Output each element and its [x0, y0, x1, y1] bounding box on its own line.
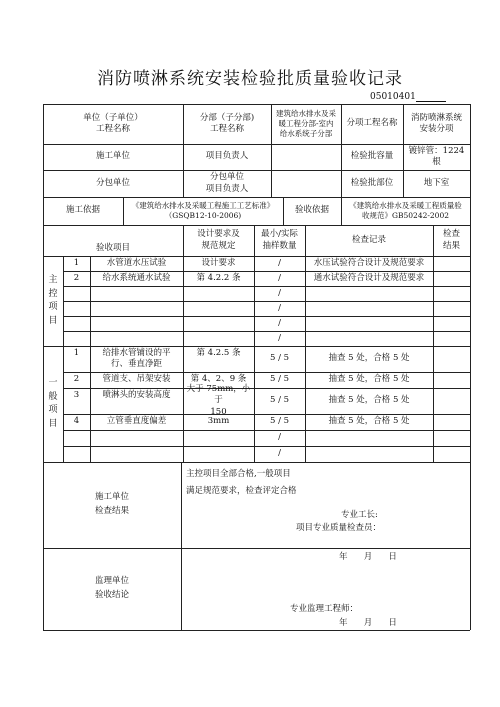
subdivision-value: 建筑给水排水及采 暖工程分部-室内 给水系统子分部: [276, 109, 336, 138]
row-number: 1: [73, 348, 80, 358]
row-requirement: 第 4.2.2 条: [196, 272, 241, 283]
construction-unit-label: 施工单位: [95, 151, 130, 162]
row-item-name: 水管道水压试验: [106, 257, 167, 268]
row-requirement: 3mm: [207, 416, 230, 427]
subcontract-unit-label: 分包单位: [95, 177, 130, 188]
row-sample: /: [278, 332, 281, 343]
document-code: [370, 92, 446, 102]
unit-project-label: 单位（子单位） 工程名称: [83, 112, 143, 134]
row-sample: /: [278, 272, 281, 283]
supervision-date: 年 月 日: [339, 618, 397, 628]
document-code-underline: [416, 92, 446, 102]
row-sample: 5 / 5: [269, 416, 290, 427]
row-sample: /: [278, 257, 281, 268]
general-group-label: 一 般 项 目: [48, 378, 58, 429]
row-sample: 5 / 5: [269, 395, 290, 406]
row-item-name: 给排水管铺设的平 行、垂直净距: [102, 347, 171, 369]
construction-basis-value: 《建筑给水排水及采暖工程施工工艺标准》 （GSQB12-10-2006): [131, 201, 275, 220]
column-requirement: 设计要求及 规范规定: [197, 229, 240, 251]
row-number: 1: [73, 257, 80, 268]
quality-inspector-label: 项目专业质量检查员：: [296, 523, 382, 533]
row-sample: /: [278, 448, 281, 459]
batch-location-label: 检验批部位: [350, 177, 394, 188]
row-item-name: 给水系统通水试验: [102, 272, 171, 283]
subdivision-label: 分部（子分部) 工程名称: [199, 112, 255, 134]
row-item-name: 管道支、吊架安装: [102, 374, 171, 385]
foreman-label: 专业工长:: [341, 510, 378, 520]
table-line: [433, 225, 434, 462]
table-line: [271, 144, 272, 197]
row-sample: /: [278, 432, 281, 443]
row-sample: 5 / 5: [269, 374, 290, 385]
inspection-date: 年 月 日: [339, 552, 397, 562]
row-requirement: 大于 75mm，小于 150: [186, 383, 251, 417]
column-result: 检查 结果: [442, 229, 460, 251]
row-record: 抽查 5 处，合格 5 处: [328, 374, 410, 385]
row-number: 2: [73, 374, 80, 385]
page-title: 消防喷淋系统安装检验批质量验收记录: [97, 69, 403, 89]
batch-location-value: 地下室: [423, 177, 450, 188]
column-sample: 最小/实际 抽样数量: [261, 229, 298, 251]
acceptance-basis-label: 验收依据: [294, 205, 329, 216]
row-record: 抽查 5 处，合格 5 处: [328, 416, 410, 427]
column-record: 检查记录: [351, 234, 386, 245]
construction-basis-label: 施工依据: [65, 205, 100, 216]
column-item: 验收项目: [95, 242, 130, 253]
inspection-result-label: 施工单位 检查结果: [94, 492, 129, 516]
row-sample: /: [278, 302, 281, 313]
row-sample: /: [278, 317, 281, 328]
document-code-value: 05010401: [370, 92, 416, 102]
row-requirement: 设计要求: [201, 257, 236, 268]
table-line: [43, 630, 470, 631]
acceptance-basis-value: 《建筑给水排水及采暖工程质量验 收规范》GB50242-2002: [349, 201, 462, 220]
row-requirement: 第 4.2.5 条: [196, 348, 241, 358]
sub-item-label: 分项工程名称: [346, 118, 398, 129]
main-control-group-label: 主 控 项 目: [48, 275, 58, 326]
row-sample: /: [278, 287, 281, 298]
supervision-conclusion-label: 监理单位 验收结论: [94, 576, 129, 600]
inspection-conclusion-line1: 主控项目全部合格,一般项目: [186, 469, 291, 479]
row-record: 抽查 5 处，合格 5 处: [328, 353, 410, 364]
table-line: [181, 462, 182, 630]
batch-capacity-value: 镀锌管：1224 根: [408, 145, 465, 167]
row-record: 通水试验符合设计及规范要求: [313, 272, 425, 283]
sub-item-value: 消防喷淋系统 安装分项: [410, 112, 462, 134]
row-number: 4: [73, 416, 80, 427]
row-record: 水压试验符合设计及规范要求: [313, 257, 425, 268]
row-sample: 5 / 5: [269, 353, 290, 364]
row-record: 抽查 5 处，合格 5 处: [328, 395, 410, 406]
subcontract-manager-label: 分包单位 项目负责人: [205, 172, 249, 194]
row-item-name: 喷淋头的安装高度: [102, 390, 171, 400]
row-number: 2: [73, 272, 80, 283]
table-line: [470, 104, 471, 630]
row-requirement: 第 4、2、9 条: [190, 374, 247, 385]
supervising-engineer-label: 专业监理工程师：: [290, 604, 359, 614]
batch-capacity-label: 检验批容量: [350, 151, 394, 162]
row-number: 3: [73, 390, 80, 400]
row-item-name: 立管垂直度偏差: [106, 416, 167, 427]
inspection-conclusion-line2: 满足规范要求，检查评定合格: [186, 486, 297, 496]
project-manager-label: 项目负责人: [205, 151, 249, 162]
inspection-record-table: [43, 104, 470, 630]
